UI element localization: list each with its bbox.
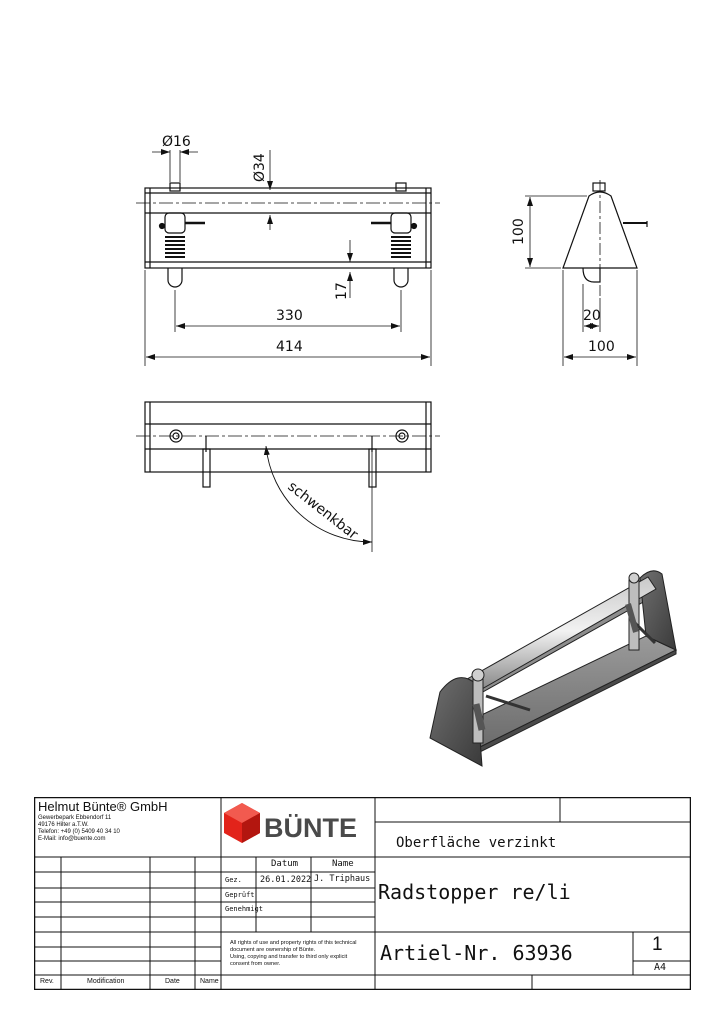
col-name-header: Name	[332, 859, 354, 869]
side-view	[563, 180, 647, 296]
modification-label: Modification	[87, 978, 125, 985]
drawn-name: J. Triphaus	[314, 874, 371, 884]
dim-pin-diameter: Ø16	[162, 134, 191, 150]
copyright-line-4: consent from owner.	[230, 961, 281, 967]
row-approved: Genehmigt	[225, 905, 263, 913]
email: E-Mail: info@buente.com	[38, 836, 106, 842]
row-drawn: Gez.	[225, 876, 242, 884]
front-view-dimensions	[145, 150, 431, 366]
dim-height: 100	[511, 218, 527, 245]
article-number: Artiel-Nr. 63936	[380, 941, 573, 965]
dim-pin-spacing: 330	[276, 308, 303, 324]
title-block-grid	[34, 797, 691, 990]
rev-label: Rev.	[40, 978, 54, 985]
name-label: Name	[200, 978, 219, 985]
dim-overall-length: 414	[276, 339, 303, 355]
sheet-number: 1	[652, 934, 663, 955]
copyright-line-2: document are ownership of Bünte.	[230, 947, 316, 953]
buente-logo	[224, 803, 357, 843]
address-line-2: 49176 Hilter a.T.W.	[38, 822, 89, 828]
drawn-date: 26.01.2022	[260, 875, 312, 885]
phone: Telefon: +49 (0) 5409 40 34 10	[38, 829, 120, 835]
surface-note: Oberfläche verzinkt	[396, 835, 557, 851]
drawing-title: Radstopper re/li	[378, 880, 571, 904]
logo-wordmark: BÜNTE	[264, 813, 357, 843]
pivot-note: schwenkbar	[284, 478, 361, 543]
title-block	[34, 797, 691, 990]
row-checked: Geprüft	[225, 891, 255, 899]
paper-format: A4	[654, 962, 667, 973]
dim-foot-width: 20	[583, 308, 601, 324]
dim-pin-offset: 17	[334, 282, 350, 300]
front-view	[136, 183, 440, 287]
col-date-header: Datum	[271, 859, 299, 869]
address-line-1: Gewerbepark Ebbendorf 11	[38, 815, 112, 821]
company-name: Helmut Bünte® GmbH	[38, 799, 168, 814]
isometric-view	[430, 571, 676, 766]
date-label: Date	[165, 978, 180, 985]
dim-base-width: 100	[588, 339, 615, 355]
copyright-line-3: Using, copying and transfer to third only explicit	[230, 954, 348, 960]
dim-tube-diameter: Ø34	[252, 153, 268, 182]
copyright-line-1: All rights of use and property rights of this technical	[230, 940, 357, 946]
top-view	[136, 402, 440, 552]
